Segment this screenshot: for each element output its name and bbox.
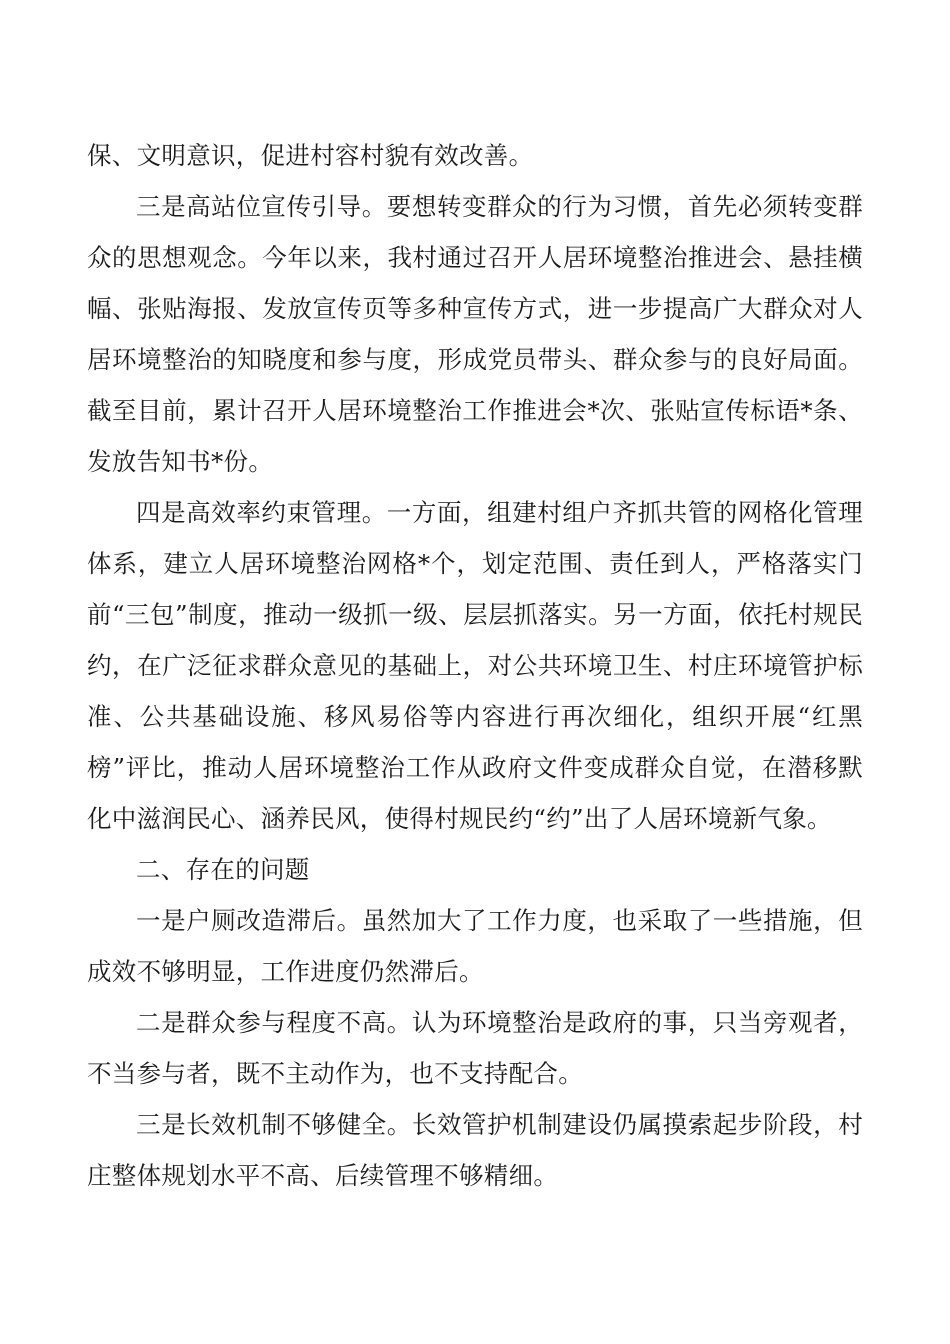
section-heading-problems: 二、存在的问题	[136, 855, 310, 884]
paragraph-publicity: 三是高站位宣传引导。要想转变群众的行为习惯，首先必须转变群众的思想观念。今年以来，我村通过召开人居环境整治推进会、悬挂横幅、张贴海报、发放宣传页等多种宣传方式，进一步提高广大群众对人居环境整治的知晓度和参与度，形成党员带头、群众参与的良好局面。截至目前，累计召开人居环境整治工作推进会*次、张贴宣传标语*条、发放告知书*份。	[87, 192, 863, 476]
document-body	[87, 130, 863, 1201]
paragraph-toilet-renovation: 一是户厕改造滞后。虽然加大了工作力度，也采取了一些措施，但成效不够明显，工作进度仍然滞后。	[87, 906, 863, 986]
paragraph-long-term-mechanism: 三是长效机制不够健全。长效管护机制建设仍属摸索起步阶段，村庄整体规划水平不高、后续管理不够精细。	[87, 1110, 863, 1190]
paragraph-management: 四是高效率约束管理。一方面，组建村组户齐抓共管的网格化管理体系，建立人居环境整治网格*个，划定范围、责任到人，严格落实门前“三包”制度，推动一级抓一级、层层抓落实。另一方面，依托村规民约，在广泛征求群众意见的基础上，对公共环境卫生、村庄环境管护标准、公共基础设施、移风易俗等内容进行再次细化，组织开展“红黑榜”评比，推动人居环境整治工作从政府文件变成群众自觉，在潜移默化中滋润民心、涵养民风，使得村规民约“约”出了人居环境新气象。	[87, 498, 863, 833]
paragraph-public-participation: 二是群众参与程度不高。认为环境整治是政府的事，只当旁观者，不当参与者，既不主动作为，也不支持配合。	[87, 1008, 863, 1088]
paragraph-continuation: 保、文明意识，促进村容村貌有效改善。	[87, 141, 534, 170]
